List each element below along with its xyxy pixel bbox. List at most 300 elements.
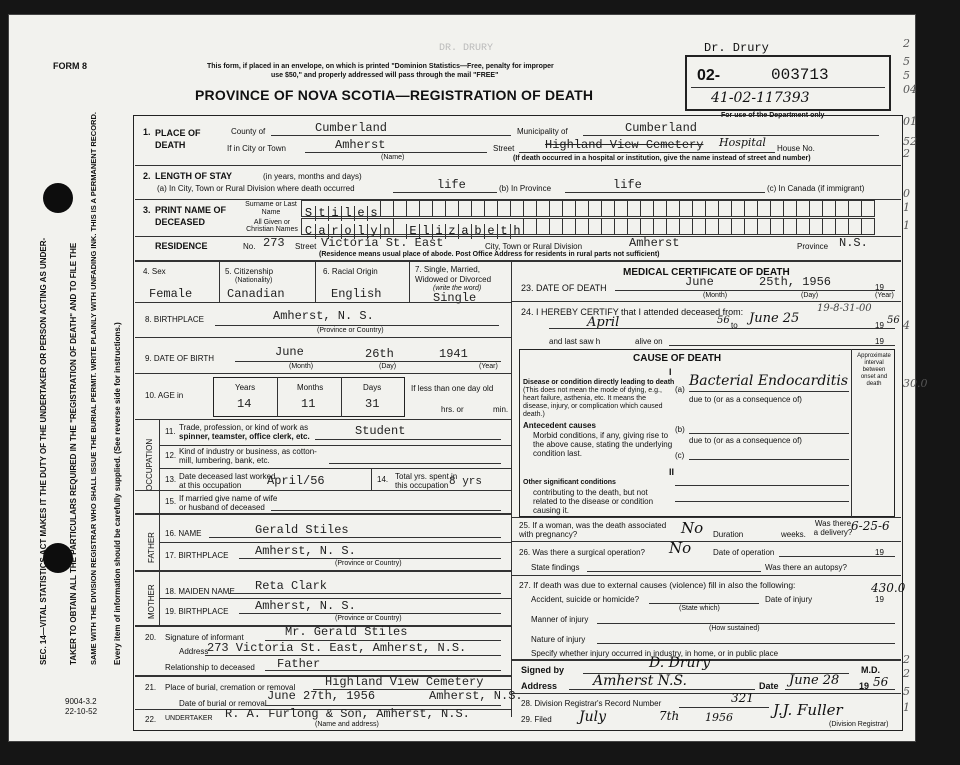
name-letter-cell: e: [484, 224, 497, 239]
name-letter-cell: C: [304, 224, 313, 238]
margin-date-note: 19-8-31-00: [817, 303, 872, 314]
signed-year: 56: [873, 675, 889, 689]
attended-to-year: 56: [887, 315, 900, 326]
name-letter-cell: [705, 219, 718, 234]
name-letter-cell: [380, 201, 393, 216]
antecedent-label: Antecedent causes: [523, 421, 596, 430]
name-letter-cell: [692, 219, 705, 234]
burial-location: Amherst, N.S.: [429, 689, 523, 703]
delivery-label: Was there a delivery?: [813, 519, 853, 537]
name-letter-cell: S: [304, 206, 313, 220]
name-letter-cell: [718, 219, 731, 234]
filed-month: July: [579, 709, 607, 725]
margin-number: 0: [903, 187, 910, 200]
county-label: County of: [231, 127, 266, 136]
name-letter-cell: h: [510, 224, 523, 239]
name-letter-cell: s: [367, 206, 380, 221]
last-saw-label: and last saw h: [549, 337, 601, 346]
residence-number: 273: [263, 236, 285, 250]
filed-day: 7th: [659, 709, 680, 723]
part-2-label: II: [669, 467, 675, 477]
state-findings-label: State findings: [531, 563, 580, 572]
name-letter-cell: [484, 201, 497, 216]
name-hint: (Name): [381, 154, 405, 161]
name-letter-cell: i: [432, 224, 445, 239]
margin-number: 04: [903, 83, 917, 96]
signed-by-label: Signed by: [521, 665, 565, 675]
interval-label: Approximate interval between onset and death: [857, 353, 891, 387]
name-letter-cell: [562, 219, 575, 234]
sex-label: 4. Sex: [143, 267, 166, 276]
name-letter-cell: [653, 219, 666, 234]
registrar-record-label: 28. Division Registrar's Record Number: [521, 699, 662, 708]
name-letter-cell: [653, 201, 666, 216]
q15-label-2: or husband of deceased: [179, 503, 265, 512]
department-use-label: For use of the Department only: [721, 112, 825, 119]
marital-hint: (write the word): [433, 285, 482, 292]
mother-birthplace-hint: (Province or Country): [335, 615, 402, 622]
days-label: Days: [363, 383, 382, 392]
municipality-label: Municipality of: [517, 127, 568, 136]
relationship-value: Father: [277, 657, 321, 671]
physician-signature: D. Drury: [649, 655, 711, 671]
name-letter-cell: [640, 201, 653, 216]
last-worked-value: April/56: [267, 474, 325, 488]
name-letter-cell: [744, 201, 757, 216]
death-month: June: [685, 275, 714, 289]
name-letter-cell: [549, 219, 562, 234]
name-letter-cell: [406, 201, 419, 216]
physician-address-label: Address: [521, 681, 558, 691]
birthplace-hint: (Province or Country): [317, 327, 384, 334]
registrar-signature: J.J. Fuller: [773, 701, 843, 719]
name-letter-cell: a: [315, 224, 328, 239]
instruction-text-1: SEC. 14—VITAL STATISTICS ACT MAKES IT THE DUTY OF THE UNDERTAKER OR PERSON ACTING AS UNDER-: [39, 237, 48, 665]
mother-maiden-name: Reta Clark: [255, 579, 328, 593]
residence-label: RESIDENCE: [155, 241, 208, 251]
name-letter-cell: t: [497, 224, 510, 239]
name-letter-cell: [783, 201, 796, 216]
surgery-label: 26. Was there a surgical operation?: [519, 548, 645, 557]
name-letter-cell: [692, 201, 705, 216]
mother-maiden-name-label: 18. MAIDEN NAME: [165, 587, 235, 596]
dob-year: 1941: [439, 347, 468, 361]
autopsy-label: Was there an autopsy?: [765, 563, 847, 572]
q14-label-2: this occupation: [395, 481, 449, 490]
name-letter-cell: r: [328, 224, 341, 239]
name-letter-cell: [718, 201, 731, 216]
code-note: 430.0: [871, 581, 906, 595]
name-letter-cell: [666, 219, 679, 234]
name-letter-cell: a: [458, 224, 471, 239]
place-of-death-label: PLACE OF DEATH: [155, 128, 201, 150]
margin-number: 2: [903, 667, 910, 680]
q13-label: Date deceased last worked: [179, 472, 276, 481]
alive-on-label: alive on: [635, 337, 663, 346]
name-letter-cell: [627, 201, 640, 216]
q11-label-2: spinner, teamster, office clerk, etc.: [179, 432, 310, 441]
operation-date-label: Date of operation: [713, 548, 775, 557]
q2-number: 2.: [143, 171, 151, 181]
disease-label: Disease or condition directly leading to death: [523, 379, 675, 386]
division-registrar-label: (Division Registrar): [829, 721, 889, 728]
name-letter-cell: [523, 201, 536, 216]
burial-date: June 27th, 1956: [267, 689, 376, 703]
residence-city: Amherst: [629, 236, 680, 250]
name-letter-cell: [640, 219, 653, 234]
mailing-notice-1: This form, if placed in an envelope, on which is printed "Dominion Statistics—Free, penalty for improper: [207, 63, 554, 70]
length-of-stay-label: LENGTH OF STAY: [155, 171, 233, 181]
name-letter-cell: [809, 201, 822, 216]
cause-a-value: Bacterial Endocarditis: [689, 373, 849, 389]
faint-stamp: DR. DRURY: [439, 43, 494, 54]
citizenship-label: 5. Citizenship: [225, 267, 274, 276]
punch-hole-top: [43, 183, 73, 213]
margin-number: 30.0: [903, 377, 928, 390]
name-letter-cell: o: [341, 224, 354, 239]
residence-hint: (Residence means usual place of abode. Post Office Address for residents in rural parts not sufficient): [319, 251, 660, 258]
name-letter-cell: [809, 219, 822, 234]
margin-number: 1: [903, 701, 910, 714]
name-letter-cell: n: [380, 224, 393, 239]
death-year-hint: (Year): [875, 292, 894, 299]
signed-date: June 28: [789, 673, 840, 688]
registration-code: 41-02-117393: [711, 90, 810, 106]
less-than-day-label: If less than one day old: [411, 384, 494, 393]
surgery-value: No: [669, 539, 692, 557]
name-letter-cell: [770, 219, 783, 234]
name-letter-cell: [835, 201, 848, 216]
name-letter-cell: [679, 219, 692, 234]
margin-number: 4: [903, 319, 910, 332]
q20-number: 20.: [145, 633, 157, 642]
external-causes-label: 27. If death was due to external causes (violence) fill in also the following:: [519, 580, 796, 590]
q14-label: Total yrs. spent in: [395, 472, 458, 481]
signed-year-prefix: 19: [859, 681, 870, 691]
name-letter-cell: [731, 201, 744, 216]
accident-label: Accident, suicide or homicide?: [531, 595, 640, 604]
residence-province: N.S.: [839, 236, 868, 250]
name-letter-cell: E: [406, 224, 419, 239]
name-letter-cell: [822, 219, 835, 234]
name-letter-cell: [393, 201, 406, 216]
cause-of-death-title: CAUSE OF DEATH: [633, 353, 722, 364]
stay-province-value: life: [613, 178, 642, 192]
county-value: Cumberland: [315, 121, 388, 135]
occupation-value: Student: [355, 424, 406, 438]
q14-number: 14.: [377, 475, 389, 484]
margin-number: 52: [903, 135, 917, 148]
md-label: M.D.: [861, 665, 880, 675]
name-letter-cell: [523, 219, 536, 234]
name-letter-cell: [458, 201, 471, 216]
q11-label: Trade, profession, or kind of work as: [179, 423, 309, 432]
other-conditions-hint: contributing to the death, but not related to the disease or condition causing it.: [533, 488, 654, 515]
burial-place: Highland View Cemetery: [325, 675, 484, 689]
name-letter-cell: [614, 201, 627, 216]
name-letter-cell: [796, 201, 809, 216]
due-to-b: due to (or as a consequence of): [689, 436, 802, 445]
undertaker-value: R. A. Furlong & Son, Amherst, N.S.: [225, 707, 470, 721]
residence-city-label: City, Town or Rural Division: [485, 242, 583, 251]
age-years: 14: [237, 397, 252, 411]
antecedent-hint: Morbid conditions, if any, giving rise to the above cause, stating the underlying condition last.: [533, 431, 673, 458]
racial-origin-label: 6. Racial Origin: [323, 267, 378, 276]
medical-certificate-title: MEDICAL CERTIFICATE OF DEATH: [623, 267, 790, 278]
attended-from-year: 56: [717, 315, 730, 326]
name-letter-cell: [757, 219, 770, 234]
margin-number: 2: [903, 653, 910, 666]
name-letter-cell: [731, 219, 744, 234]
doctor-name-top: Dr. Drury: [704, 41, 769, 55]
name-letter-cell: t: [315, 206, 328, 221]
name-letter-cell: b: [471, 224, 484, 239]
name-letter-cell: [705, 201, 718, 216]
undertaker-label: UNDERTAKER: [165, 715, 213, 722]
undertaker-hint: (Name and address): [315, 721, 379, 728]
dob-day: 26th: [365, 347, 394, 361]
name-letter-cell: [536, 201, 549, 216]
name-letter-cell: [848, 201, 861, 216]
name-letter-cell: [666, 201, 679, 216]
city-label: If in City or Town: [227, 144, 286, 153]
residence-province-label: Province: [797, 242, 829, 251]
street-hint: (If death occurred in a hospital or institution, give the name instead of street and number): [513, 155, 811, 162]
name-letter-cell: l: [341, 206, 354, 221]
birthplace-label: 8. BIRTHPLACE: [145, 315, 204, 324]
burial-place-label: Place of burial, cremation or removal: [165, 683, 296, 692]
dob-label: 9. DATE OF BIRTH: [145, 354, 215, 363]
name-letter-cell: [575, 219, 588, 234]
name-letter-cell: [445, 201, 458, 216]
registrar-record-number: 321: [731, 691, 754, 705]
attended-from: April: [587, 315, 620, 330]
name-letter-cell: i: [328, 206, 341, 221]
registration-number: 003713: [771, 66, 829, 84]
due-to-a: due to (or as a consequence of): [689, 395, 802, 404]
part-1-label: I: [669, 367, 672, 377]
operation-year-prefix: 19: [875, 548, 884, 557]
cause-b-label: (b): [675, 425, 685, 434]
street-label: Street: [493, 144, 515, 153]
physician-address: Amherst N.S.: [593, 673, 687, 689]
registration-number-box: [685, 55, 891, 111]
specify-location-label: Specify whether injury occurred in industry, in home, or in public place: [531, 649, 779, 658]
name-letter-cell: [562, 201, 575, 216]
name-letter-cell: [601, 219, 614, 234]
name-letter-cell: [393, 219, 406, 234]
injury-date-label: Date of injury: [765, 595, 813, 604]
dob-month: June: [275, 345, 304, 359]
name-letter-cell: [822, 201, 835, 216]
father-birthplace: Amherst, N. S.: [255, 544, 356, 558]
nature-label: Nature of injury: [531, 635, 586, 644]
margin-number: 5: [903, 55, 910, 68]
marital-status-value: Single: [433, 291, 477, 305]
pregnancy-value: No: [681, 519, 704, 537]
margin-number: 1: [903, 201, 910, 214]
citizenship-hint: (Nationality): [235, 277, 273, 284]
name-letter-cell: [588, 219, 601, 234]
age-label: 10. AGE in: [145, 391, 184, 400]
q13-number: 13.: [165, 475, 177, 484]
father-birthplace-label: 17. BIRTHPLACE: [165, 551, 229, 560]
street-value: Highland View Cemetery: [545, 138, 704, 152]
informant-address: 273 Victoria St. East, Amherst, N.S.: [207, 641, 467, 655]
attended-to: June 25: [749, 311, 800, 326]
how-sustained-hint: (How sustained): [709, 625, 760, 632]
father-birthplace-hint: (Province or Country): [335, 560, 402, 567]
stay-city-value: life: [437, 178, 466, 192]
footer-date: 22-10-52: [65, 707, 98, 716]
q21-number: 21.: [145, 683, 157, 692]
age-days: 31: [365, 397, 380, 411]
attended-label: 24. I HEREBY CERTIFY that I attended deceased from:: [521, 307, 744, 317]
pregnancy-label: 25. If a woman, was the death associated with pregnancy?: [519, 521, 667, 539]
name-letter-cell: [432, 201, 445, 216]
mother-birthplace-label: 19. BIRTHPLACE: [165, 607, 229, 616]
residence-number-label: No.: [243, 242, 256, 251]
name-letter-cell: [588, 201, 601, 216]
name-letter-cell: [861, 201, 874, 216]
name-letter-cell: [848, 219, 861, 234]
informant-name: Mr. Gerald Stiles: [285, 625, 408, 639]
margin-number: 1: [903, 219, 910, 232]
cause-c-label: (c): [675, 451, 685, 460]
citizenship-value: Canadian: [227, 287, 285, 301]
residence-street-label: Street: [295, 242, 317, 251]
length-of-stay-hint: (in years, months and days): [263, 172, 362, 181]
name-letter-cell: [679, 201, 692, 216]
relationship-label: Relationship to deceased: [165, 663, 255, 672]
delivery-note: 6-25-6: [851, 519, 890, 533]
death-day: 25th, 1956: [759, 275, 832, 289]
name-letter-cell: [744, 219, 757, 234]
stay-city-label: (a) In City, Town or Rural Division where death occurred: [157, 184, 355, 193]
given-name-cells: [301, 218, 875, 238]
hours-label: hrs. or: [441, 405, 464, 414]
name-letter-cell: [549, 201, 562, 216]
registration-prefix: 02-: [697, 67, 721, 84]
name-letter-cell: [861, 219, 874, 234]
name-letter-cell: z: [445, 224, 458, 239]
name-letter-cell: [783, 219, 796, 234]
margin-number: 2: [903, 37, 910, 50]
death-registration-form: [8, 14, 928, 742]
marital-status-label: 7. Single, Married, Widowed or Divorced: [415, 265, 492, 284]
attended-to-year-prefix: 19: [875, 321, 884, 330]
disease-hint: (This does not mean the mode of dying, e.g., heart failure, asthenia, etc. It means the disease, injury, or complication which caused death.): [523, 387, 663, 418]
stay-canada-label: (c) In Canada (if immigrant): [767, 184, 865, 193]
name-letter-cell: e: [354, 206, 367, 221]
sex-value: Female: [149, 287, 193, 301]
q12-label: Kind of industry or business, as cotton-: [179, 447, 317, 456]
q1-number: 1.: [143, 127, 151, 137]
dob-year-hint: (Year): [479, 363, 498, 370]
father-name-label: 16. NAME: [165, 529, 202, 538]
birthplace-value: Amherst, N. S.: [273, 309, 374, 323]
death-day-hint: (Day): [801, 292, 819, 299]
informant-signature-label: Signature of informant: [165, 633, 244, 642]
months-label: Months: [297, 383, 324, 392]
margin-number: 5: [903, 685, 910, 698]
filed-label: 29. Filed: [521, 715, 552, 724]
dob-month-hint: (Month): [289, 363, 314, 370]
name-letter-cell: [536, 219, 549, 234]
surname-cells: [301, 200, 875, 220]
name-letter-cell: l: [419, 224, 432, 239]
residence-street: Victoria St. East: [321, 236, 444, 250]
cause-a-label: (a): [675, 385, 685, 394]
duration-label: Duration: [713, 530, 744, 539]
margin-number: 01: [903, 115, 917, 128]
name-letter-cell: y: [367, 224, 380, 239]
name-letter-cell: [510, 201, 523, 216]
manner-label: Manner of injury: [531, 615, 589, 624]
name-letter-cell: [627, 219, 640, 234]
instruction-text-4: Every item of information should be carefully supplied. (See reverse side for instructions.): [113, 322, 122, 665]
dob-day-hint: (Day): [379, 363, 397, 370]
father-side-label: FATHER: [147, 532, 156, 563]
last-saw-year-prefix: 19: [875, 337, 884, 346]
burial-date-label: Date of burial or removal: [179, 699, 267, 708]
q11-number: 11.: [165, 427, 176, 436]
occupation-side-label: OCCUPATION: [145, 438, 154, 491]
name-letter-cell: l: [354, 224, 367, 239]
surname-label: Surname or Last Name: [245, 201, 297, 216]
print-name-label: PRINT NAME OF DECEASED: [155, 205, 226, 227]
street-annotation: Hospital: [719, 136, 766, 149]
instruction-text-2: TAKER TO OBTAIN ALL THE PARTICULARS REQUIRED IN THE "REGISTRATION OF DEATH" AND TO FILE THE: [69, 242, 78, 665]
attended-to-label: to: [731, 321, 738, 330]
mailing-notice-2: use $50," and properly addressed will pass through the mail "FREE": [271, 72, 499, 79]
q12-label-2: mill, lumbering, bank, etc.: [179, 456, 270, 465]
form-title: PROVINCE OF NOVA SCOTIA—REGISTRATION OF DEATH: [195, 87, 594, 103]
death-month-hint: (Month): [703, 292, 728, 299]
municipality-value: Cumberland: [625, 121, 698, 135]
father-name: Gerald Stiles: [255, 523, 349, 537]
name-letter-cell: [419, 201, 432, 216]
q12-number: 12.: [165, 451, 177, 460]
date-of-death-label: 23. DATE OF DEATH: [521, 283, 607, 293]
filed-year: 1956: [705, 711, 733, 724]
city-value: Amherst: [335, 138, 386, 152]
name-letter-cell: [770, 201, 783, 216]
death-year-prefix: 19: [875, 283, 884, 292]
state-which-hint: (State which): [679, 605, 720, 612]
q3-number: 3.: [143, 205, 151, 215]
name-letter-cell: [497, 201, 510, 216]
name-letter-cell: [757, 201, 770, 216]
margin-number: 5: [903, 69, 910, 82]
name-letter-cell: [601, 201, 614, 216]
footer-code: 9004-3.2: [65, 697, 97, 706]
weeks-label: weeks.: [781, 530, 806, 539]
name-letter-cell: [575, 201, 588, 216]
instruction-text-3: SAME WITH THE DIVISION REGISTRAR WHO SHALL ISSUE THE BURIAL PERMIT. WRITE PLAINLY WITH UNFADING INK. THIS IS A PERMANENT RECORD.: [89, 112, 98, 665]
mother-birthplace: Amherst, N. S.: [255, 599, 356, 613]
form-number: FORM 8: [53, 61, 88, 71]
informant-address-label: Address: [179, 647, 209, 656]
signed-date-label: Date: [759, 681, 779, 691]
other-conditions-label: Other significant conditions: [523, 479, 616, 486]
years-label: Years: [235, 383, 256, 392]
name-letter-cell: [471, 201, 484, 216]
name-letter-cell: [796, 219, 809, 234]
age-months: 11: [301, 397, 316, 411]
injury-year-prefix: 19: [875, 595, 884, 604]
mother-side-label: MOTHER: [147, 584, 156, 619]
